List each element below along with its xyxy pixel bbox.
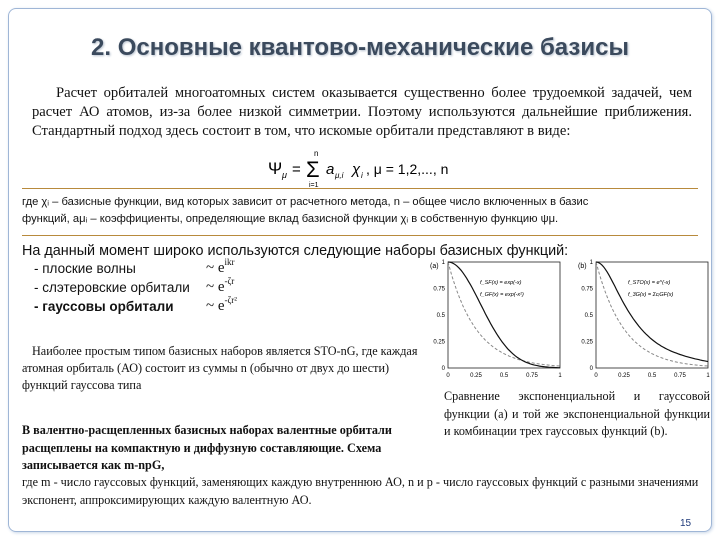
slide-title: 2. Основные квантово-механические базисы <box>91 34 629 61</box>
svg-text:n: n <box>314 149 319 158</box>
y-tick-label: 0.25 <box>581 339 593 346</box>
y-tick-label: 0.5 <box>584 313 593 319</box>
chart-a <box>430 260 562 379</box>
basis-formula-slater: ~ $e^{-\zeta r}$ <box>206 276 235 295</box>
footnote-text: где m - число гауссовых функций, заменяющих каждую внутреннюю АО, n и p - число гауссовых функций с разными значениями экспонент, аппроксимирующих каждую валентную АО. <box>22 475 699 507</box>
svg-text:a: a <box>326 161 335 178</box>
x-tick-label: 1 <box>558 373 562 379</box>
y-tick-label: 0 <box>589 366 593 372</box>
page-number: 15 <box>680 518 692 529</box>
x-tick-label: 0.5 <box>499 373 509 379</box>
definition-text: где χᵢ – базисные функции, вид которых зависит от расчетного метода, n – общее число включенных в базис функций, aμᵢ – коэффициенты, определяющие вклад базисной функции χᵢ в собственную функцию ψμ. <box>22 196 589 225</box>
svg-text:μ,i: μ,i <box>335 171 344 180</box>
basis-item-slater: - слэтеровские орбитали <box>34 280 190 295</box>
svg-text:, μ = 1,2,..., n: , μ = 1,2,..., n <box>366 161 449 177</box>
divider-line-2 <box>22 235 698 236</box>
svg-text:i: i <box>361 171 363 180</box>
panel-label: (a) <box>430 263 439 270</box>
basis-formula-gaussian: ~ $e^{-\zeta r^2}$ <box>206 295 237 314</box>
divider-line <box>22 188 698 189</box>
legend-entry: f_STO(x) = e^(-x) <box>628 280 671 286</box>
y-tick-label: 0.25 <box>433 339 445 346</box>
intro-paragraph: Расчет орбиталей многоатомных систем оказывается существенно более трудоемкой задачей, чем расчет АО атомов, из-за более низкой симметрии. Поэтому используются дальнейшие приближения. Стандартный подход здесь состоит в том, что искомые орбитали представляют в виде: <box>32 85 692 139</box>
legend-entry: f_SF(x) = exp(-x) <box>480 280 522 286</box>
x-tick-label: 1 <box>706 373 710 379</box>
svg-text:μ: μ <box>282 170 287 180</box>
legend-entry: f_3G(x) = ΣcᵢGF(x) <box>628 292 674 298</box>
basis-heading: На данный момент широко используются следующие наборы базисных функций: <box>22 243 569 259</box>
y-tick-label: 0.75 <box>581 286 593 293</box>
x-tick-label: 0.75 <box>526 373 538 379</box>
comparison-charts <box>426 256 714 396</box>
x-tick-label: 0 <box>594 373 598 379</box>
orbital-formula <box>254 148 464 188</box>
y-tick-label: 0.5 <box>436 313 445 319</box>
plot-area <box>596 262 708 368</box>
y-tick-label: 1 <box>441 260 445 266</box>
basis-item-gaussian: - гауссовы орбитали <box>34 299 174 314</box>
x-tick-label: 0.75 <box>674 373 686 379</box>
basis-formula-plane-waves: ~ $e^{ikr}$ <box>206 257 235 276</box>
legend-entry: f_GF(x) = exp(-x²) <box>480 292 524 298</box>
figure-caption: Сравнение экспоненциальной и гауссовой функции (a) и той же экспоненциальной функции и комбинации трех гауссовых функций (b). <box>444 389 710 438</box>
chart-b <box>578 260 710 379</box>
split-valence-text: В валентно-расщепленных базисных наборах валентные орбитали расщеплены на компактную и диффузную составляющие. Схема записывается как m-npG, <box>22 423 392 472</box>
x-tick-label: 0.25 <box>618 373 630 379</box>
y-tick-label: 0.75 <box>433 286 445 293</box>
formula-psi: Ψ <box>268 159 283 178</box>
y-tick-label: 0 <box>441 366 445 372</box>
x-tick-label: 0.5 <box>647 373 657 379</box>
y-tick-label: 1 <box>589 260 593 266</box>
plot-area <box>448 262 560 368</box>
sigma-symbol: Σ <box>306 157 320 182</box>
x-tick-label: 0 <box>446 373 450 379</box>
sto-paragraph: Наиболее простым типом базисных наборов является STO-nG, где каждая атомная орбиталь (АО) состоит из суммы n (обычно от двух до шести) функций гауссова типа <box>22 344 418 392</box>
x-tick-label: 0.25 <box>470 373 482 379</box>
svg-text:=: = <box>292 161 301 178</box>
svg-text:i=1: i=1 <box>309 182 319 188</box>
panel-label: (b) <box>578 263 587 270</box>
basis-item-plane-waves: - плоские волны <box>34 261 136 276</box>
svg-text:χ: χ <box>352 161 361 178</box>
